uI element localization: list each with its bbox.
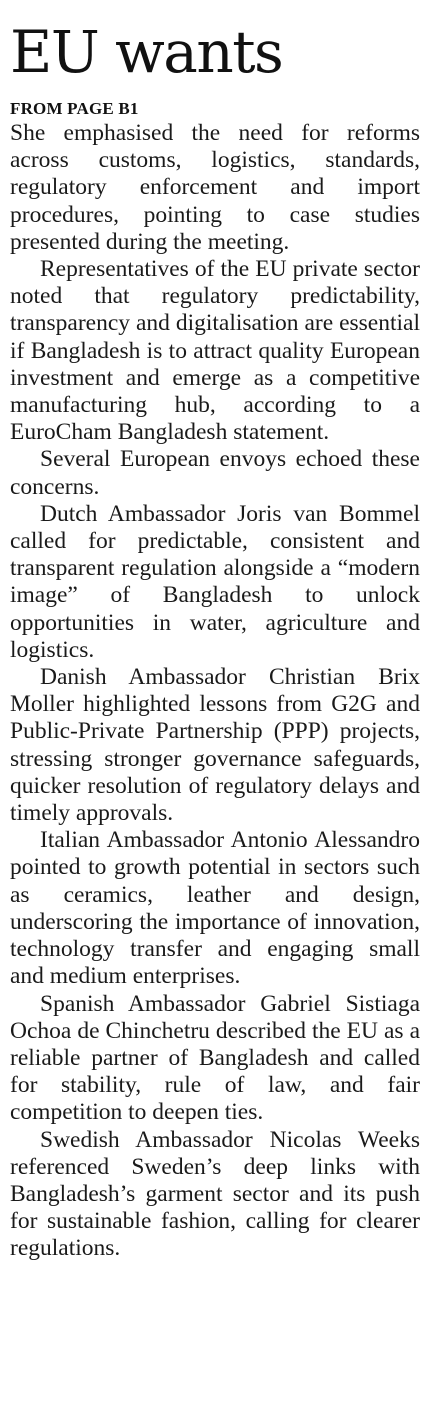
article <box>10 0 420 1263</box>
paragraph: She emphasised the need for reforms across customs, logistics, standards, regulatory enforcement and import procedures, pointing to case studies presented during the meeting. <box>10 120 420 255</box>
paragraph: Several European envoys echoed these concerns. <box>10 446 420 500</box>
paragraph: Swedish Ambassador Nicolas Weeks referenced Sweden’s deep links with Bangladesh’s garment sector and its push for sustainable fashion, calling for clearer regulations. <box>10 1126 420 1262</box>
headline: EU wants <box>10 18 283 86</box>
paragraph: Italian Ambassador Antonio Alessandro pointed to growth potential in sectors such as ceramics, leather and design, underscoring the importance of innovation, technology transfer and engaging small and medium enterprises. <box>10 827 420 990</box>
paragraph: Danish Ambassador Christian Brix Moller highlighted lessons from G2G and Public-Private Partnership (PPP) projects, stressing stronger governance safeguards, quicker resolution of regulatory delays and timely approvals. <box>10 664 420 827</box>
jump-line: FROM PAGE B1 <box>10 99 139 118</box>
paragraph: Representatives of the EU private sector noted that regulatory predictability, transparency and digitalisation are essential if Bangladesh is to attract quality European investment and emerge as a competitive manufacturing hub, according to a EuroCham Bangladesh statement. <box>10 256 420 446</box>
paragraph: Spanish Ambassador Gabriel Sistiaga Ochoa de Chinchetru described the EU as a reliable partner of Bangladesh and called for stability, rule of law, and fair competition to deepen ties. <box>10 990 420 1126</box>
paragraph: Dutch Ambassador Joris van Bommel called for predictable, consistent and transparent regulation alongside a “modern image” of Bangladesh to unlock opportunities in water, agriculture and logistics. <box>10 500 420 663</box>
article-body <box>10 120 420 1263</box>
